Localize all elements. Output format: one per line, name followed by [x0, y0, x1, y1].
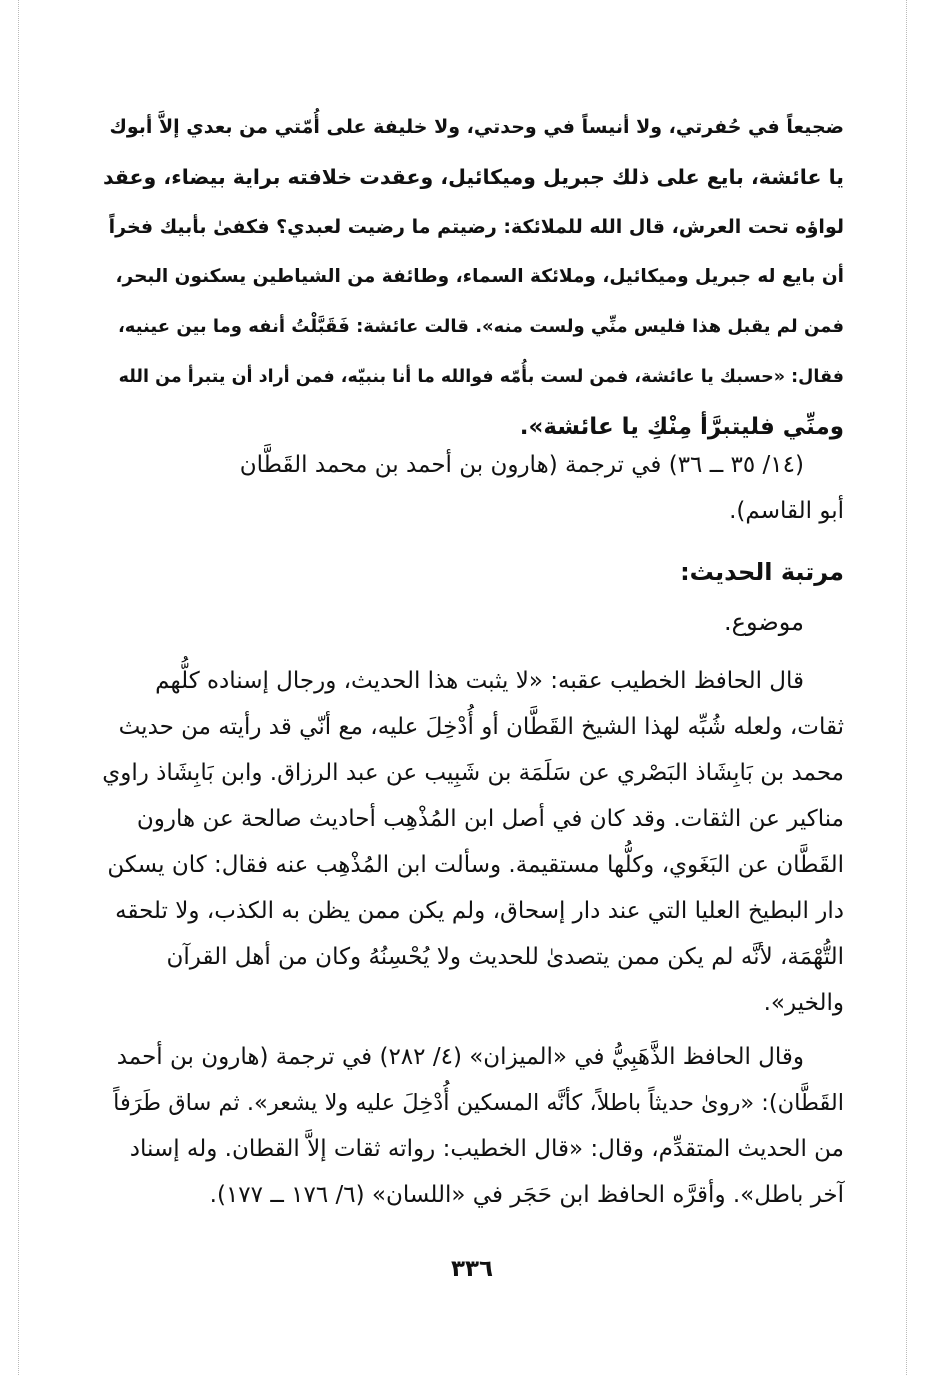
- text-line: مناكير عن الثقات. وقد كان في أصل ابن المُذْهِب أحاديث صالحة عن هارون: [136, 806, 844, 832]
- text-line: ومنِّي فليتبرَّأ مِنْكِ يا عائشة».: [519, 414, 844, 440]
- text-line: فقال: «حسبك يا عائشة، فمن لست بأُمّه فوالله ما أنا بنبيّه، فمن أراد أن يتبرأ من الله: [118, 367, 844, 387]
- section-heading: مرتبة الحديث:: [680, 558, 844, 586]
- grade-value: موضوع.: [724, 608, 804, 636]
- text-line: (١٤/ ٣٥ ــ ٣٦) في ترجمة (هارون بن أحمد بن محمد القَطَّان: [239, 452, 804, 478]
- page-number: ٣٣٦: [450, 1256, 494, 1282]
- scan-edge-left: [18, 0, 19, 1375]
- text-line: والخير».: [763, 990, 844, 1016]
- text-line: أبو القاسم).: [729, 498, 844, 524]
- text-line: قال الحافظ الخطيب عقبه: «لا يثبت هذا الحديث، ورجال إسناده كلُّهم: [155, 668, 804, 694]
- text-line: لواؤه تحت العرش، قال الله للملائكة: رضيتم ما رضيت لعبدي؟ فكفىٰ بأبيك فخراً: [108, 216, 844, 238]
- text-line: القَطَّان): «روىٰ حديثاً باطلاً، كأنَّه المسكين أُدْخِلَ عليه ولا يشعر». ثم ساق طَرَفاً: [113, 1090, 844, 1116]
- text-line: وقال الحافظ الذَّهَبِيُّ في «الميزان» (٤/ ٢٨٢) في ترجمة (هارون بن أحمد: [116, 1044, 804, 1070]
- text-line: آخر باطل». وأقرَّه الحافظ ابن حَجَر في «اللسان» (٦/ ١٧٦ ــ ١٧٧).: [209, 1182, 844, 1208]
- scan-edge-right: [906, 0, 907, 1375]
- text-line: من الحديث المتقدِّم، وقال: «قال الخطيب: رواته ثقات إلاَّ القطان. وله إسناد: [129, 1136, 844, 1162]
- text-line: القَطَّان عن البَغَوي، وكلُّها مستقيمة. وسألت ابن المُذْهِب عنه فقال: كان يسكن: [107, 852, 844, 878]
- text-line: ضجيعاً في حُفرتي، ولا أنيساً في وحدتي، ولا خليفة على أُمّتي من بعدي إلاَّ أبوك: [109, 116, 844, 138]
- text-line: دار البطيخ العليا التي عند دار إسحاق، ولم يكن ممن يظن به الكذب، ولا تلحقه: [115, 898, 844, 924]
- text-line: يا عائشة، بايع على ذلك جبريل وميكائيل، وعقدت خلافته براية بيضاء، وعقد: [102, 165, 844, 189]
- text-line: محمد بن بَابِشَاذ البَصْري عن سَلَمَة بن شَبِيب عن عبد الرزاق. وابن بَابِشَاذ راوي: [102, 760, 844, 786]
- text-line: التُّهْمَة، لأنَّه لم يكن ممن يتصدىٰ للحديث ولا يُحْسِنُهُ وكان من أهل القرآن: [166, 944, 844, 970]
- text-line: فمن لم يقبل هذا فليس منِّي ولست منه». قالت عائشة: فَقَبَّلْتُ أنفه وما بين عينيه،: [117, 316, 844, 337]
- text-line: ثقات، ولعله شُبِّه لهذا الشيخ القَطَّان أو أُدْخِلَ عليه، مع أنّي قد رأيته من حديث: [118, 714, 844, 740]
- text-line: أن بايع له جبريل وميكائيل، وملائكة السماء، وطائفة من الشياطين يسكنون البحر،: [115, 266, 844, 287]
